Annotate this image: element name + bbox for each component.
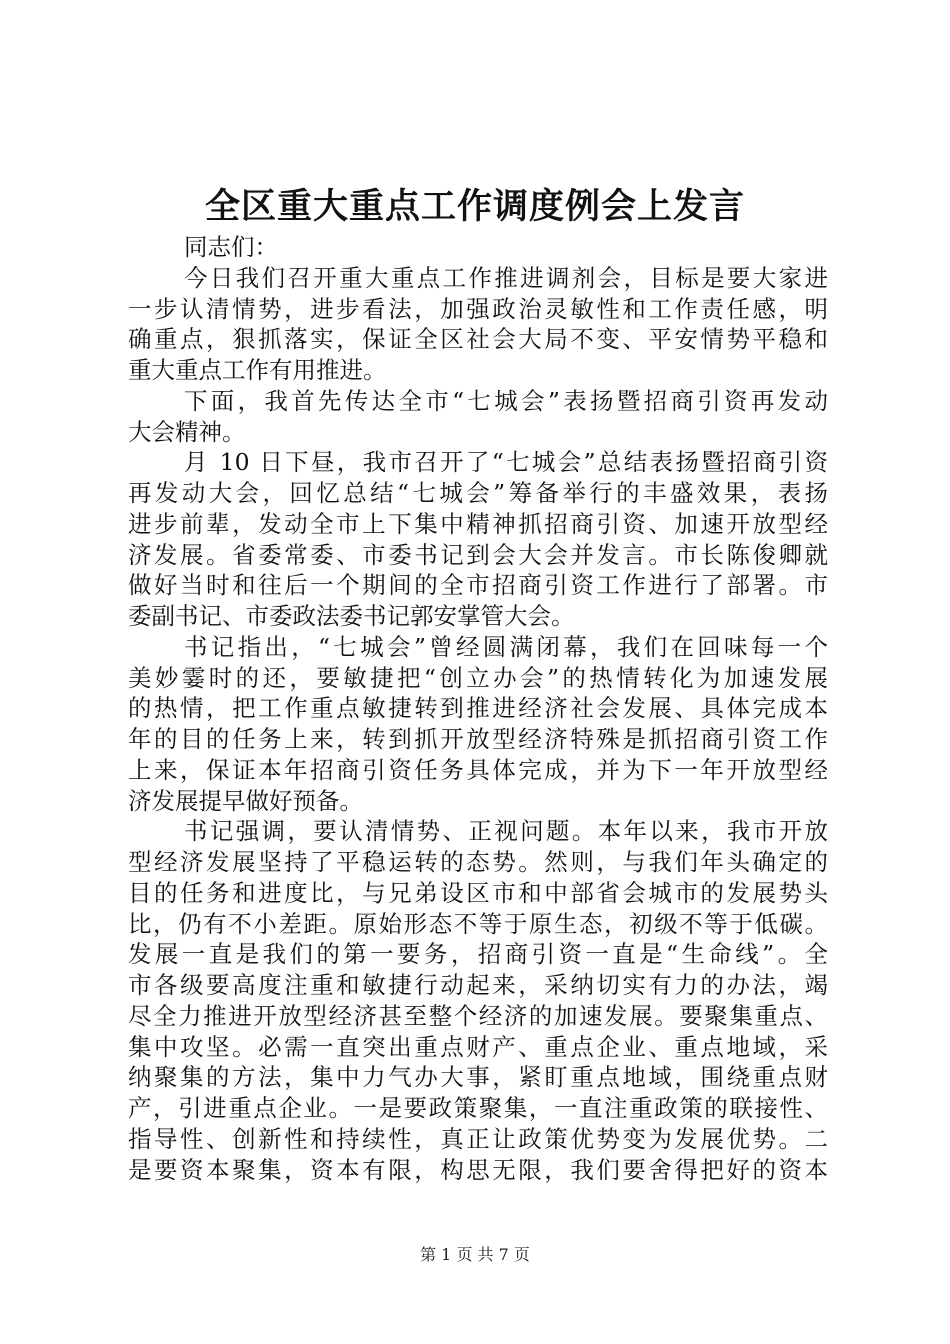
body-line: 发展一直是我们的第一要务，招商引资一直是“生命线”。全 [128,940,828,969]
body-line: 一步认清情势，进步看法，加强政治灵敏性和工作责任感，明 [128,294,828,323]
body-line: 进步前辈，发动全市上下集中精神抓招商引资、加速开放型经 [128,509,828,538]
body-line: 书记强调，要认清情势、正视问题。本年以来，我市开放 [184,817,828,846]
body-line: 济发展。省委常委、市委书记到会大会并发言。市长陈俊卿就 [128,540,828,569]
document-body [128,232,828,1185]
body-line: 美妙霎时的还，要敏捷把“创立办会”的热情转化为加速发展 [128,663,828,692]
body-line: 纳聚集的方法，集中力气办大事，紧盯重点地域，围绕重点财 [128,1063,828,1092]
body-line: 书记指出，“七城会”曾经圆满闭幕，我们在回味每一个 [184,632,828,661]
page-number-footer: 第 1 页 共 7 页 [420,1245,530,1264]
body-line: 比，仍有不小差距。原始形态不等于原生态，初级不等于低碳。 [128,909,828,938]
body-line: 大会精神。 [128,417,246,446]
body-line: 济发展提早做好预备。 [128,786,363,815]
body-line: 目的任务和进度比，与兄弟设区市和中部省会城市的发展势头 [128,878,828,907]
body-line: 做好当时和往后一个期间的全市招商引资工作进行了部署。市 [128,571,828,600]
body-line: 确重点，狠抓落实，保证全区社会大局不变、平安情势平稳和 [128,325,828,354]
body-line: 市各级要高度注重和敏捷行动起来，采纳切实有力的办法，竭 [128,971,828,999]
body-line: 的热情，把工作重点敏捷转到推进经济社会发展、具体完成本 [128,694,828,723]
body-line: 再发动大会，回忆总结“七城会”筹备举行的丰盛效果，表扬 [128,479,828,507]
body-line: 重大重点工作有用推进。 [128,356,387,384]
body-line: 委副书记、市委政法委书记郭安掌管大会。 [128,602,575,630]
body-line: 尽全力推进开放型经济甚至整个经济的加速发展。要聚集重点、 [128,1001,828,1030]
body-line: 集中攻坚。必需一直突出重点财产、重点企业、重点地域，采 [128,1032,828,1061]
body-line: 月 10 日下昼，我市召开了“七城会”总结表扬暨招商引资 [184,448,828,477]
body-line: 是要资本聚集，资本有限，构思无限，我们要舍得把好的资本 [128,1155,828,1184]
body-line: 年的目的任务上来，转到抓开放型经济特殊是抓招商引资工作 [128,725,828,753]
body-line: 同志们： [184,233,278,261]
body-line: 指导性、创新性和持续性，真正让政策优势变为发展优势。二 [128,1124,828,1153]
body-line: 产，引进重点企业。一是要政策聚集，一直注重政策的联接性、 [128,1094,828,1122]
body-line: 上来，保证本年招商引资任务具体完成，并为下一年开放型经 [128,755,828,784]
body-line: 型经济发展坚持了平稳运转的态势。然则，与我们年头确定的 [128,848,828,876]
document-title: 全区重大重点工作调度例会上发言 [204,186,745,227]
body-line: 下面，我首先传达全市“七城会”表扬暨招商引资再发动 [184,386,828,415]
body-line: 今日我们召开重大重点工作推进调剂会，目标是要大家进 [184,263,828,292]
